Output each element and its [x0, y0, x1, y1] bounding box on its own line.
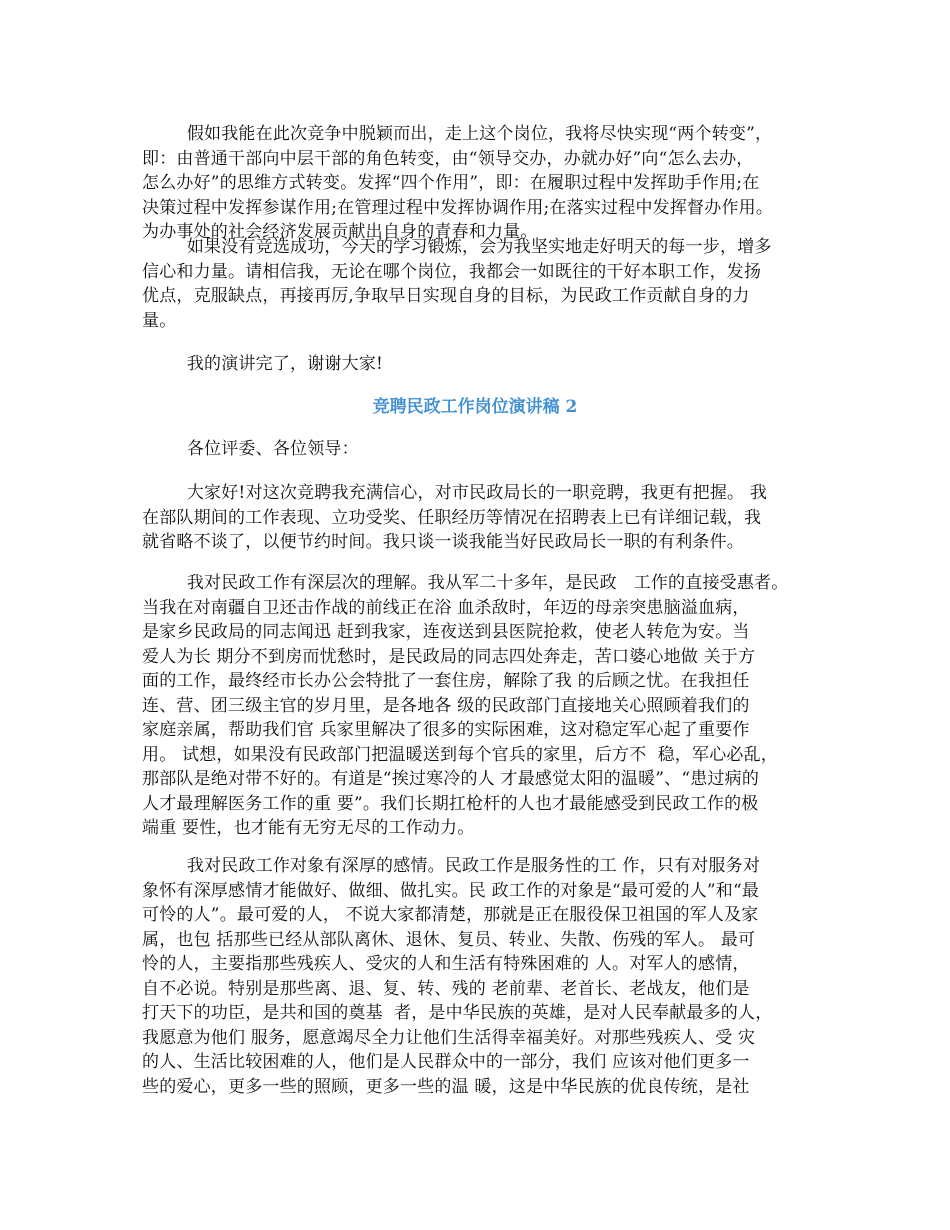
text-line: 决策过程中发挥参谋作用;在管理过程中发挥协调作用;在落实过程中发挥督办作用。: [142, 197, 774, 218]
text-line: 面的工作，最终经市长办公会特批了一套住房，解除了我 的后顾之忧。在我担任: [142, 671, 750, 691]
text-line: 用。 试想，如果没有民政部门把温暖送到每个官兵的家里，后方不 稳，军心必乱，: [142, 744, 779, 765]
paragraph-greeting: [142, 481, 822, 555]
text-line: 就省略不谈了，以便节约时间。我只谈一谈我能当好民政局长一职的有利条件。: [142, 532, 744, 552]
text-line: 我对民政工作有深层次的理解。我从军二十多年，是民政 工作的直接受惠者。: [142, 573, 789, 593]
text-line: 信心和力量。请相信我，无论在哪个岗位，我都会一如既往的干好本职工作，发扬: [142, 261, 762, 282]
text-line: 在部队期间的工作表现、立功受奖、任职经历等情况在招聘表上已有详细记载，我: [142, 507, 762, 528]
text-line: 人才最理解医务工作的重 要”。我们长期扛枪杆的人也才最能感受到民政工作的极: [142, 793, 759, 814]
text-line: 的人、生活比较困难的人，他们是人民群众中的一部分，我们 应该对他们更多一: [142, 1052, 750, 1072]
text-line: 优点，克服缺点，再接再厉,争取早日实现自身的目标，为民政工作贡献自身的力: [142, 286, 750, 306]
paragraph-if-not-elected: [142, 235, 822, 333]
paragraph-understanding: [142, 571, 822, 841]
text-line: 些的爱心，更多一些的照顾，更多一些的温 暖，这是中华民族的优良传统，是社: [142, 1076, 750, 1097]
text-line: 象怀有深厚感情才能做好、做细、做扎实。民 政工作的对象是“最可爱的人”和“最: [142, 880, 760, 901]
text-line: 大家好!对这次竞聘我充满信心，对市民政局长的一职竞聘，我更有把握。 我: [142, 483, 768, 503]
text-line: 即：由普通干部向中层干部的角色转变，由“领导交办，办就办好”向“怎么去办，: [142, 148, 754, 169]
text-line: 为办事处的社会经济发展贡献出自身的青春和力量。: [142, 222, 538, 242]
text-line: 我的演讲完了，谢谢大家!: [142, 354, 384, 374]
text-line: 怜的人，主要指那些残疾人、受灾的人和生活有特殊困难的 人。对军人的感情，: [142, 954, 750, 974]
text-line: 量。: [142, 310, 177, 331]
text-line: 我愿意为他们 服务，愿意竭尽全力让他们生活得幸福美好。对那些残疾人、受 灾: [142, 1027, 756, 1048]
text-line: 家庭亲属，帮助我们官 兵家里解决了很多的实际困难，这对稳定军心起了重要作: [142, 720, 750, 740]
text-line: 连、营、团三级主官的岁月里，是各地各 级的民政部门直接地关心照顾着我们的: [142, 695, 750, 716]
text-line: 爱人为长 期分不到房而忧愁时，是民政局的同志四处奔走，苦口婆心地做 关于方: [142, 646, 756, 667]
paragraph-promotion-plan: [142, 122, 822, 245]
text-line: 那部队是绝对带不好的。有道是“挨过寒冷的人 才最感觉太阳的温暖”、“患过病的: [142, 769, 760, 789]
paragraph-closing: [142, 352, 822, 377]
text-line: 假如我能在此次竞争中脱颖而出，走上这个岗位，我将尽快实现“两个转变”，: [142, 124, 773, 144]
text-line: 可怜的人”。最可爱的人， 不说大家都清楚，那就是正在服役保卫祖国的军人及家: [142, 905, 759, 925]
text-line: 各位评委、各位领导：: [142, 439, 359, 459]
paragraph-affection: [142, 854, 822, 1099]
text-line: 端重 要性，也才能有无穷无尽的工作动力。: [142, 818, 475, 838]
section-title: 竞聘民政工作岗位演讲稿 2: [372, 397, 578, 417]
text-line: 怎么办好”的思维方式转变。发挥“四个作用”，即：在履职过程中发挥助手作用;在: [142, 173, 760, 193]
text-line: 属，也包 括那些已经从部队离休、退休、复员、转业、失散、伤残的军人。 最可: [142, 929, 756, 950]
text-line: 如果没有竞选成功，今天的学习锻炼，会为我坚实地走好明天的每一步，增多: [142, 237, 772, 257]
text-line: 打天下的功臣，是共和国的奠基 者，是中华民族的英雄，是对人民奉献最多的人，: [142, 1003, 773, 1023]
text-line: 当我在对南疆自卫还击作战的前线正在浴 血杀敌时，年迈的母亲突患脑溢血病，: [142, 597, 750, 618]
paragraph-salutation: [142, 437, 822, 462]
text-line: 是家乡民政局的同志闻迅 赶到我家，连夜送到县医院抢救，使老人转危为安。当: [142, 622, 750, 642]
text-line: 自不必说。特别是那些离、退、复、转、残的 老前辈、老首长、老战友，他们是: [142, 978, 750, 999]
text-line: 我对民政工作对象有深厚的感情。民政工作是服务性的工 作，只有对服务对: [142, 856, 761, 876]
